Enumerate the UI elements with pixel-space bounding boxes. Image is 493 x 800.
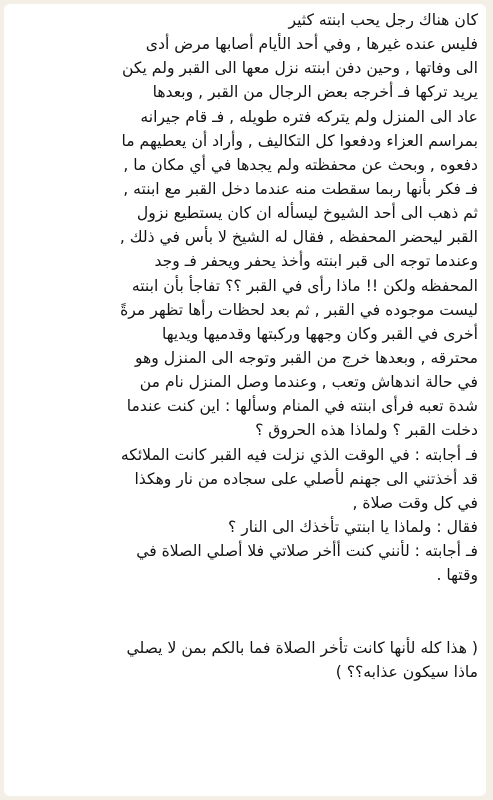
message-line: وعندما توجه الى قبر ابنته وأخذ يحفر ويحفر فـ وجد bbox=[154, 252, 478, 271]
message-line: قد أخذتني الى جهنم لأصلي على سجاده من نار وهكذا bbox=[134, 469, 478, 488]
message-bubble[interactable] bbox=[4, 4, 486, 796]
message-line: فليس عنده غيرها , وفي أحد الأيام أصابها مرض أدى bbox=[145, 35, 478, 54]
message-line: الى وفاتها , وحين دفن ابنته نزل معها الى القبر ولم يكن bbox=[122, 59, 478, 78]
message-line: دخلت القبر ؟ ولماذا هذه الحروق ؟ bbox=[255, 421, 478, 440]
message-line: فـ أجابته : في الوقت الذي نزلت فيه القبر كانت الملائكه bbox=[120, 445, 478, 464]
message-line: دفعوه , وبحث عن محفظته ولم يجدها في أي مكان ما , bbox=[123, 155, 478, 174]
message-line: يريد تركها فـ أخرجه بعض الرجال من القبر , وبعدها bbox=[152, 83, 478, 102]
message-line: القبر ليحضر المحفظه , فقال له الشيخ لا بأس في ذلك , bbox=[119, 228, 478, 247]
message-line: ليست موجوده في القبر , ثم بعد لحظات رأها تظهر مرةً bbox=[120, 300, 478, 319]
message-line: فقال : ولماذا يا ابنتي تأخذك الى النار ؟ bbox=[227, 517, 478, 536]
message-line: المحفظه ولكن !! ماذا رأى في القبر ؟؟ تفاجأ بأن ابنته bbox=[131, 276, 478, 295]
message-line: محترقه , وبعدها خرج من القبر وتوجه الى المنزل وهو bbox=[134, 348, 478, 367]
message-line-blank bbox=[12, 612, 478, 636]
message-line: أخرى في القبر وكان وجهها وركبتها وقدميها ويديها bbox=[161, 324, 478, 343]
message-line: ماذا سيكون عذابه؟؟ ) bbox=[335, 662, 478, 681]
message-line: بمراسم العزاء ودفعوا كل التكاليف , وأراد أن يعطيهم ما bbox=[121, 131, 478, 150]
message-line: كان هناك رجل يحب ابنته كثير bbox=[288, 11, 478, 29]
message-line: شدة تعبه فرأى ابنته في المنام وسألها : اين كنت عندما bbox=[126, 397, 478, 416]
message-line: ثم ذهب الى أحد الشيوخ ليسأله ان كان يستطيع نزول bbox=[136, 204, 478, 223]
message-line-blank bbox=[12, 587, 478, 611]
message-line: في كل وقت صلاة , bbox=[352, 493, 478, 512]
message-line: ( هذا كله لأنها كانت تأخر الصلاة فما بالكم بمن لا يصلي bbox=[126, 638, 478, 657]
message-line: عاد الى المنزل ولم يتركه فتره طويله , فـ قام جيرانه bbox=[140, 107, 478, 126]
message-line: فـ فكر بأنها ربما سقطت منه عندما دخل القبر مع ابنته , bbox=[123, 179, 478, 198]
message-line: فـ أجابته : لأنني كنت أأخر صلاتي فلا أصلي الصلاة في bbox=[136, 542, 478, 561]
message-line: وقتها . bbox=[436, 566, 478, 585]
message-line: في حالة اندهاش وتعب , وعندما وصل المنزل نام من bbox=[139, 373, 478, 392]
message-text bbox=[12, 8, 478, 684]
